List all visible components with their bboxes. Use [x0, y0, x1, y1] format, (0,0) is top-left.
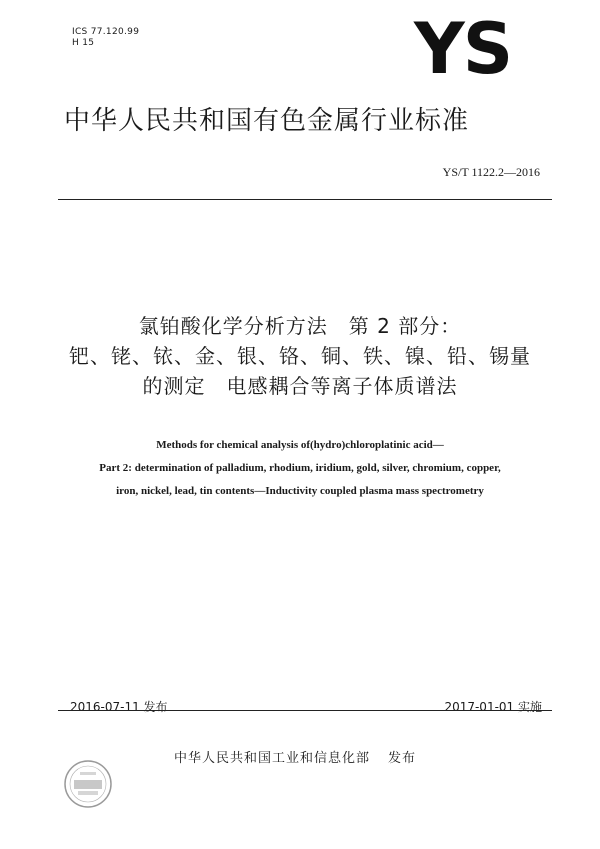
seal-stamp-icon [62, 758, 114, 810]
issue-date: 2016-07-11 发布 [70, 700, 168, 714]
classification-codes [72, 27, 139, 49]
implementation-date: 2017-01-01 实施 [444, 700, 542, 714]
english-title-line: Part 2: determination of palladium, rhodium, iridium, gold, silver, chromium, copper, [99, 462, 501, 474]
publisher-line [174, 747, 416, 766]
chinese-title-line: 的测定 电感耦合等离子体质谱法 [142, 374, 458, 398]
publisher-action: 发布 [388, 751, 417, 766]
chinese-title-line: 钯、铑、铱、金、银、铬、铜、铁、镍、铅、锡量 [69, 344, 531, 368]
english-title [60, 434, 540, 503]
publisher-name: 中华人民共和国工业和信息化部 [174, 751, 371, 766]
ccs-code: H 15 [72, 38, 95, 48]
ys-logo: YS [414, 8, 512, 90]
english-title-line: Methods for chemical analysis of(hydro)chloroplatinic acid— [156, 439, 444, 451]
english-title-line: iron, nickel, lead, tin contents—Inductivity coupled plasma mass spectrometry [116, 485, 484, 497]
chinese-title [60, 311, 540, 401]
top-divider [58, 199, 552, 200]
bottom-divider [58, 710, 552, 711]
chinese-title-line: 氯铂酸化学分析方法 第 2 部分： [138, 314, 462, 338]
ics-code: ICS 77.120.99 [72, 27, 140, 37]
standard-number: YS/T 1122.2—2016 [442, 165, 540, 179]
organization-title: 中华人民共和国有色金属行业标准 [64, 106, 470, 136]
